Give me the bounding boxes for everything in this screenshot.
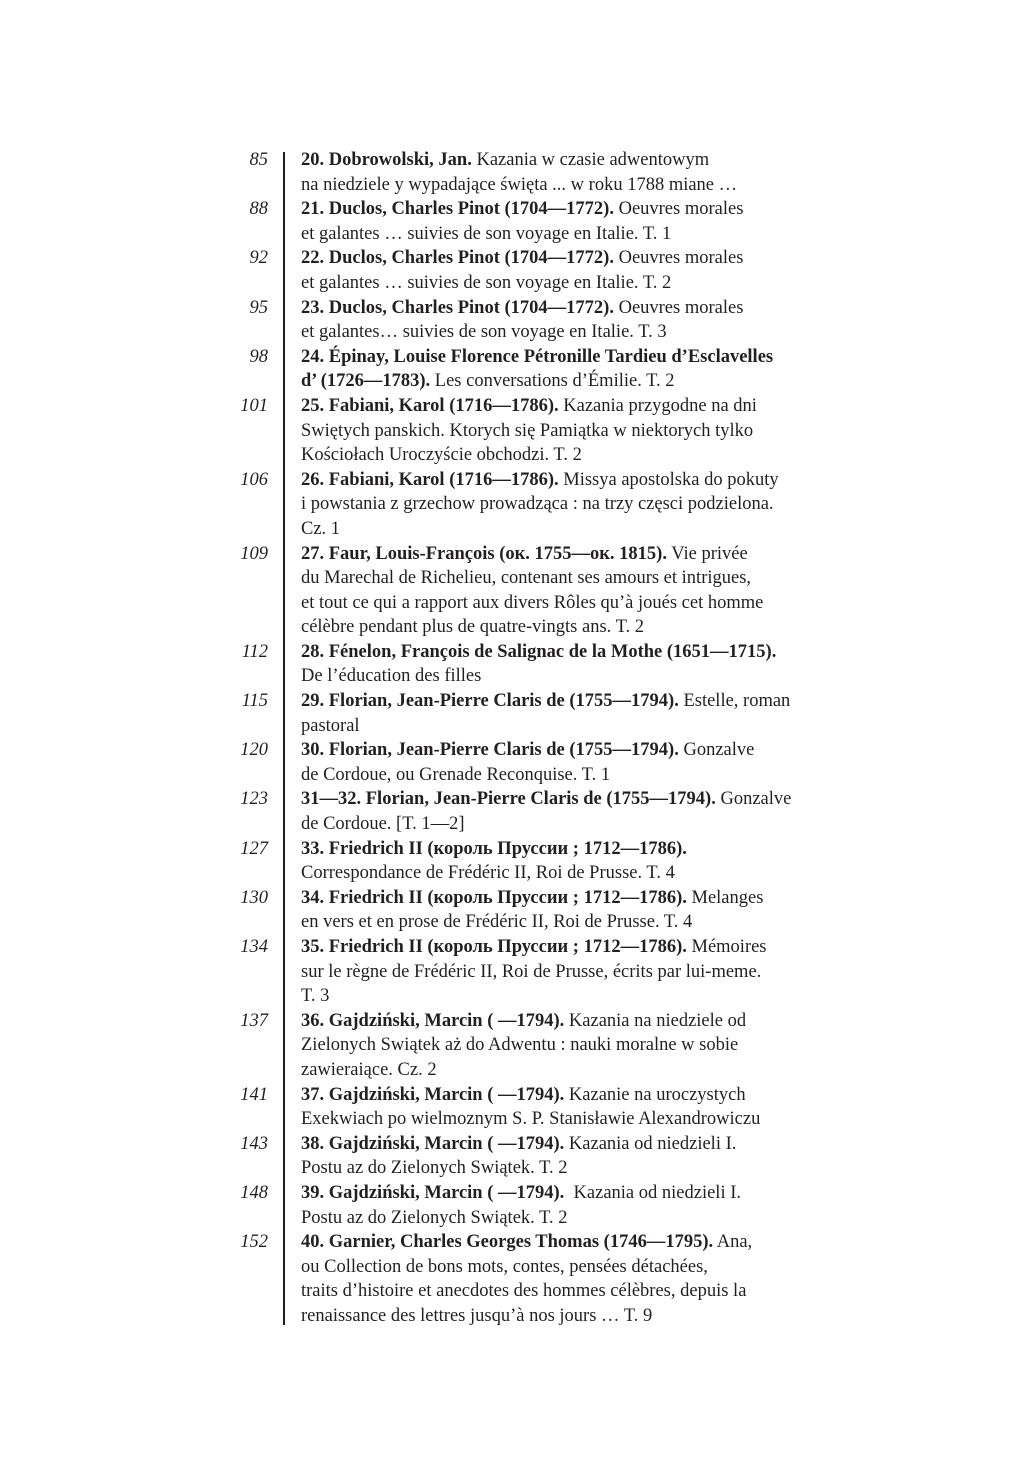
entry-title: Kazania na niedziele od [564, 1010, 747, 1031]
entry-line [301, 542, 1022, 567]
entry-line [301, 1132, 1022, 1157]
entry-line [301, 861, 1022, 886]
entry-title: Ana, [713, 1232, 753, 1253]
entry-heading: 25. Fabiani, Karol (1716—1786). [301, 395, 559, 416]
catalog-entry [0, 394, 1022, 468]
entry-title: Oeuvres morales [613, 248, 744, 269]
entry-title: ou Collection de bons mots, contes, pensées détachées, [301, 1256, 708, 1277]
entry-heading: 26. Fabiani, Karol (1716—1786). [301, 469, 559, 490]
entry-heading: 27. Faur, Louis-François (ок. 1755—ок. 1815). [301, 543, 667, 564]
entry-title: Les conversations d’Émilie. T. 2 [430, 371, 675, 392]
entry-line [301, 763, 1022, 788]
entry-text [301, 738, 1022, 787]
entry-heading: 28. Fénelon, François de Salignac de la Mothe (1651—1715). [301, 641, 777, 662]
page-number: 85 [249, 150, 268, 170]
page-number: 127 [240, 838, 268, 859]
entry-title: et galantes … suivies de son voyage en Italie. T. 1 [301, 223, 672, 244]
entry-title: Oeuvres morales [613, 199, 744, 220]
entry-line [301, 369, 1022, 394]
catalog-entry [0, 542, 1022, 640]
catalog-entry [0, 886, 1022, 935]
entry-line [301, 591, 1022, 616]
entry-text [301, 296, 1022, 345]
entry-title: sur le règne de Frédéric II, Roi de Prusse, écrits par lui-meme. [301, 961, 762, 982]
entry-text [301, 1009, 1022, 1083]
entry-line [301, 394, 1022, 419]
catalog-entry [0, 197, 1022, 246]
entry-text [301, 640, 1022, 689]
entry-title: et galantes … suivies de son voyage en Italie. T. 2 [301, 272, 672, 293]
entry-heading: 29. Florian, Jean-Pierre Claris de (1755—1794). [301, 691, 679, 712]
entry-heading: 33. Friedrich II (король Пруссии ; 1712—1786). [301, 838, 687, 859]
entry-title: Gonzalve [678, 740, 755, 761]
entry-line [301, 1107, 1022, 1132]
entry-title: renaissance des lettres jusqu’à nos jours … T. 9 [301, 1305, 653, 1326]
entry-text [301, 1083, 1022, 1132]
entry-title: Vie privée [666, 543, 748, 564]
entry-line [301, 1156, 1022, 1181]
entry-heading: 22. Duclos, Charles Pinot (1704—1772). [301, 248, 614, 269]
entry-heading: 40. Garnier, Charles Georges Thomas (1746—1795). [301, 1232, 714, 1253]
catalog-entry [0, 738, 1022, 787]
catalog-entry [0, 345, 1022, 394]
catalog-entry [0, 468, 1022, 542]
entry-line [301, 640, 1022, 665]
entry-line [301, 738, 1022, 763]
entry-title: pastoral [301, 715, 360, 736]
entry-line [301, 615, 1022, 640]
entry-title: Kazania w czasie adwentowym [471, 150, 710, 170]
entry-line [301, 787, 1022, 812]
page-number: 130 [240, 887, 268, 908]
entry-heading: 20. Dobrowolski, Jan. [301, 150, 472, 170]
entry-line [301, 935, 1022, 960]
entry-line [301, 1279, 1022, 1304]
entry-title: traits d’histoire et anecdotes des hommes célèbres, depuis la [301, 1281, 747, 1302]
entry-line [301, 984, 1022, 1009]
entry-line [301, 1009, 1022, 1034]
entry-title: Kazanie na uroczystych [564, 1084, 746, 1105]
entry-text [301, 468, 1022, 542]
entry-line [301, 222, 1022, 247]
entry-line [301, 1255, 1022, 1280]
entry-title: Kazania od niedzieli I. [564, 1182, 741, 1203]
entry-title: T. 3 [301, 986, 330, 1007]
entry-heading: 31—32. Florian, Jean-Pierre Claris de (1755—1794). [301, 789, 716, 810]
catalog-entry [0, 1181, 1022, 1230]
entry-heading: 34. Friedrich II (король Пруссии ; 1712—1786). [301, 887, 687, 908]
entry-text [301, 1132, 1022, 1181]
entry-title: et galantes… suivies de son voyage en Italie. T. 3 [301, 322, 667, 343]
catalog-entry [0, 1009, 1022, 1083]
entry-title: en vers et en prose de Frédéric II, Roi de Prusse. T. 4 [301, 912, 693, 933]
page-number: 134 [240, 937, 268, 957]
page-number: 109 [240, 543, 268, 564]
entry-line [301, 173, 1022, 198]
entry-heading: 21. Duclos, Charles Pinot (1704—1772). [301, 199, 614, 220]
catalog-entry [0, 1083, 1022, 1132]
entry-heading: 39. Gajdziński, Marcin ( —1794). [301, 1182, 565, 1203]
entry-title: Kazania przygodne na dni [558, 395, 757, 416]
entry-title: du Marechal de Richelieu, contenant ses amours et intrigues, [301, 568, 752, 589]
catalog-entry [0, 1230, 1022, 1328]
entry-line [301, 960, 1022, 985]
entry-title: Correspondance de Frédéric II, Roi de Prusse. T. 4 [301, 863, 675, 884]
entry-title: Mémoires [686, 937, 767, 957]
entry-text [301, 1181, 1022, 1230]
entry-title: Estelle, roman [678, 691, 791, 712]
entry-line [301, 468, 1022, 493]
entry-line [301, 566, 1022, 591]
entry-title: Melanges [686, 887, 764, 908]
entry-line [301, 246, 1022, 271]
entry-text [301, 394, 1022, 468]
entry-line [301, 1304, 1022, 1329]
catalog-entry [0, 837, 1022, 886]
entry-line [301, 271, 1022, 296]
entry-title: Zielonych Swiątek aż do Adwentu : nauki moralne w sobie [301, 1035, 739, 1056]
entry-title: Missya apostolska do pokuty [558, 469, 779, 490]
entry-title: célèbre pendant plus de quatre-vingts ans. T. 2 [301, 617, 644, 638]
entry-line [301, 296, 1022, 321]
entry-line [301, 197, 1022, 222]
entry-heading: 35. Friedrich II (король Пруссии ; 1712—1786). [301, 937, 687, 957]
entry-line [301, 714, 1022, 739]
entry-title: Postu az do Zielonych Swiątek. T. 2 [301, 1158, 568, 1179]
entry-line [301, 443, 1022, 468]
entry-heading: d’ (1726—1783). [301, 371, 431, 392]
entry-title: Cz. 1 [301, 518, 341, 539]
entry-text [301, 1230, 1022, 1328]
entry-text [301, 787, 1022, 836]
entry-title: Postu az do Zielonych Swiątek. T. 2 [301, 1207, 568, 1228]
entry-line [301, 664, 1022, 689]
page-number: 106 [240, 469, 268, 490]
entry-text [301, 689, 1022, 738]
entry-line [301, 1230, 1022, 1255]
catalog-entry [0, 296, 1022, 345]
entry-line [301, 345, 1022, 370]
entry-title: de Cordoue, ou Grenade Reconquise. T. 1 [301, 764, 611, 785]
page-number: 112 [241, 641, 268, 662]
catalog-entry [0, 246, 1022, 295]
page-number: 92 [249, 248, 268, 269]
page-number: 141 [240, 1084, 268, 1105]
entry-text [301, 542, 1022, 640]
entry-text [301, 246, 1022, 295]
page-number: 152 [240, 1232, 268, 1253]
entry-title: de Cordoue. [T. 1—2] [301, 814, 465, 835]
catalog-entry [0, 1132, 1022, 1181]
entry-line [301, 1206, 1022, 1231]
entry-title: i powstania z grzechow prowadząca : na trzy częsci podzielona. [301, 494, 774, 515]
page-number: 115 [241, 691, 268, 712]
page-number: 123 [240, 789, 268, 810]
catalog-entry [0, 689, 1022, 738]
entry-heading: 24. Épinay, Louise Florence Pétronille Tardieu d’Esclavelles [301, 346, 774, 367]
entry-line [301, 812, 1022, 837]
entry-line [301, 1058, 1022, 1083]
entry-title: Swiętych panskich. Ktorych się Pamiątka w niektorych tylko [301, 420, 754, 441]
page-number: 137 [240, 1010, 268, 1031]
entry-title: et tout ce qui a rapport aux divers Rôles qu’à joués cet homme [301, 592, 764, 613]
catalog-entry [0, 640, 1022, 689]
entry-title: zawieraiące. Cz. 2 [301, 1059, 437, 1080]
entry-text [301, 837, 1022, 886]
catalog-entry [0, 935, 1022, 1009]
entry-line [301, 320, 1022, 345]
entry-text [301, 886, 1022, 935]
entry-text [301, 148, 1022, 197]
catalog-entry [0, 148, 1022, 197]
entry-line [301, 837, 1022, 862]
catalog-list [0, 148, 1022, 1329]
entry-title: Gonzalve [715, 789, 792, 810]
entry-text [301, 935, 1022, 1009]
page-number: 88 [249, 199, 268, 220]
entry-line [301, 492, 1022, 517]
entry-heading: 37. Gajdziński, Marcin ( —1794). [301, 1084, 565, 1105]
entry-heading: 30. Florian, Jean-Pierre Claris de (1755—1794). [301, 740, 679, 761]
entry-line [301, 1083, 1022, 1108]
page-number: 101 [240, 395, 268, 416]
entry-line [301, 910, 1022, 935]
entry-title: Oeuvres morales [613, 297, 744, 318]
page-number: 95 [249, 297, 268, 318]
entry-title: De l’éducation des filles [301, 666, 482, 687]
entry-line [301, 419, 1022, 444]
page-number: 143 [240, 1133, 268, 1154]
entry-heading: 38. Gajdziński, Marcin ( —1794). [301, 1133, 565, 1154]
entry-heading: 36. Gajdziński, Marcin ( —1794). [301, 1010, 565, 1031]
entry-line [301, 517, 1022, 542]
entry-line [301, 1033, 1022, 1058]
entry-text [301, 345, 1022, 394]
entry-title: Kazania od niedzieli I. [564, 1133, 737, 1154]
entry-heading: 23. Duclos, Charles Pinot (1704—1772). [301, 297, 614, 318]
entry-line [301, 886, 1022, 911]
entry-title: na niedziele y wypadające święta ... w roku 1788 miane … [301, 174, 738, 195]
page-number: 98 [249, 346, 268, 367]
entry-line [301, 1181, 1022, 1206]
entry-text [301, 197, 1022, 246]
page-number: 120 [240, 740, 268, 761]
entry-line [301, 689, 1022, 714]
catalog-entry [0, 787, 1022, 836]
entry-title: Exekwiach po wielmoznym S. P. Stanisławie Alexandrowiczu [301, 1109, 761, 1130]
entry-title: Kościołach Uroczyście obchodzi. T. 2 [301, 445, 582, 466]
entry-line [301, 148, 1022, 173]
page-number: 148 [240, 1182, 268, 1203]
